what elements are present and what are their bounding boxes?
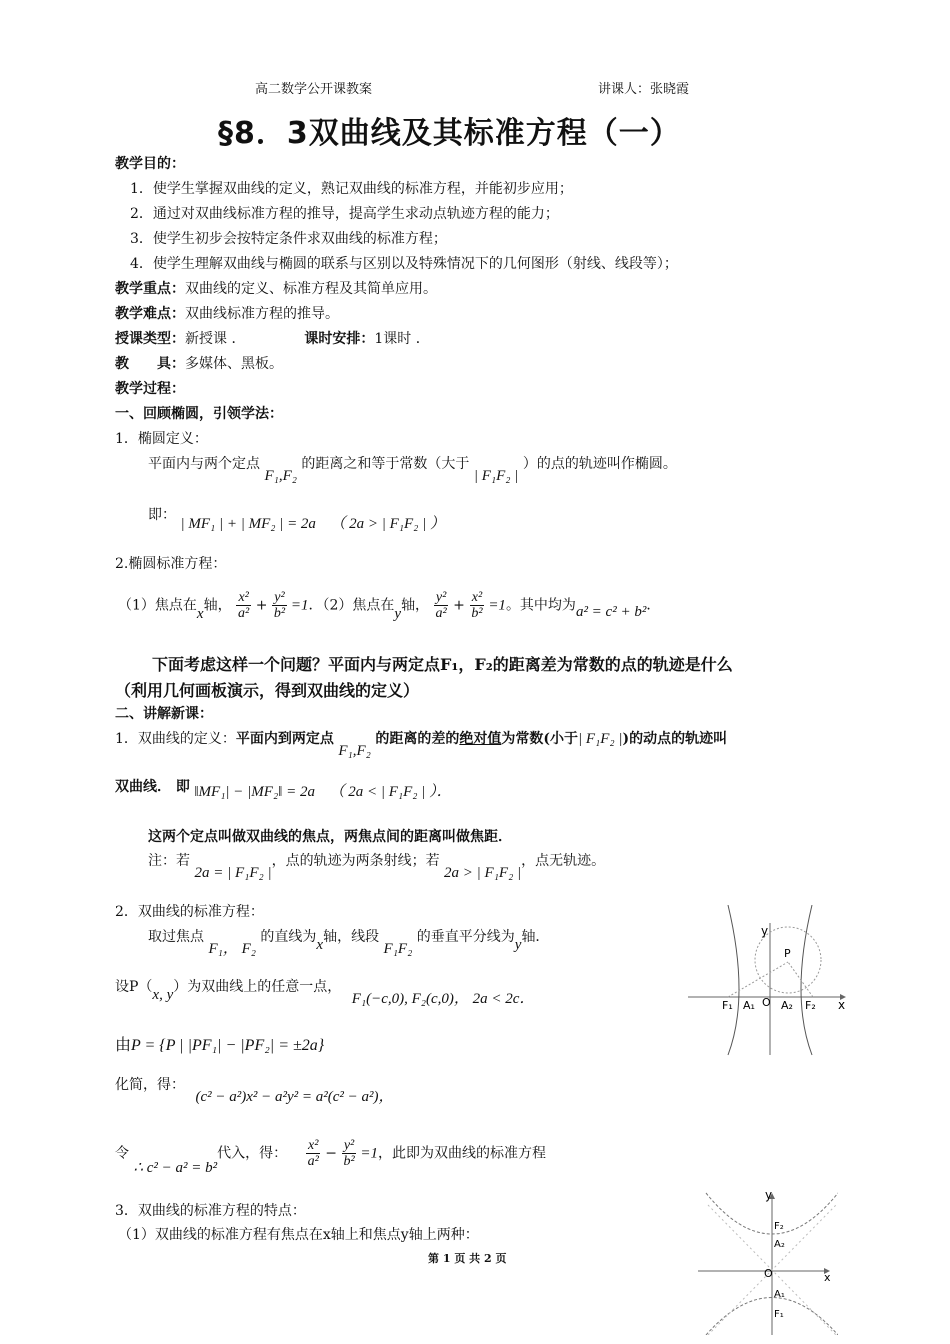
text-underlined: 绝对值 (459, 731, 502, 747)
left-branch (728, 905, 739, 1055)
section2-heading: 二、讲解新课： (115, 706, 213, 722)
text: 1．双曲线的定义： (115, 731, 236, 747)
goal-item: 3．使学生初步会按特定条件求双曲线的标准方程； (130, 231, 447, 247)
math-foci: F₁,F₂ (264, 468, 297, 484)
math-xy: x, y (152, 987, 174, 1003)
math-foci: F₁(−c,0), F₂(c,0) (351, 991, 454, 1007)
ellipse-std-label: 2.椭圆标准方程： (115, 556, 227, 572)
label-x: x (824, 1271, 831, 1284)
math-eq: | MF₁ | + | MF₂ | = 2a (180, 516, 316, 532)
math-set: P = {P | |PF₁| − |PF₂| = ±2a} (131, 1037, 325, 1054)
text: ． (646, 597, 661, 614)
difficulty (115, 305, 339, 323)
text: 代入，得： (217, 1145, 288, 1162)
set-def (115, 1036, 324, 1055)
text: 的直线为 (260, 929, 317, 945)
text: ）为双曲线上的任意一点， (173, 979, 342, 995)
math-eq: 2a > | F₁F₂ | (444, 865, 522, 881)
ellipse-def (148, 455, 677, 484)
foci-note: 这两个定点叫做双曲线的焦点，两焦点间的距离叫做焦距． (148, 829, 512, 845)
hyperbola-x-figure (688, 905, 850, 1060)
math-cond: ， 2a < 2c． (453, 991, 535, 1007)
frac: $\frac{\text{x²}}{\text{a²}}$ (307, 1138, 319, 1169)
label-y: y (761, 924, 769, 938)
label-x: x (838, 998, 846, 1012)
pf2-line (788, 962, 813, 997)
math-abs: | F₁F₂ | (577, 731, 623, 747)
frac: $\frac{\text{y²}}{\text{b²}}$ (273, 590, 286, 621)
point-setup (115, 978, 535, 1007)
label-f1: F₁ (722, 999, 733, 1012)
math-eq: (c² − a²)x² − a²y² = a²(c² − a²)， (195, 1089, 394, 1105)
text: 令 (115, 1145, 129, 1162)
math-rel: a² = c² + b² (575, 603, 647, 620)
frac: $\frac{\text{y²}}{\text{b²}}$ (343, 1138, 355, 1169)
label-a2: A₂ (774, 1239, 785, 1250)
math-cond: （ 2a > | F₁F₂ | ） (330, 516, 446, 532)
hyperbola-y-figure (698, 1185, 838, 1335)
text: 轴，线段 (323, 929, 380, 945)
label-y: y (765, 1188, 773, 1202)
hyperbola-def-eq (115, 778, 452, 800)
page-title: §8．3双曲线及其标准方程（一） (218, 116, 681, 151)
text: 的距离的差的 (375, 731, 460, 747)
goals-label: 教学目的： (115, 156, 185, 172)
label-o: O (764, 1267, 773, 1280)
text: ，点的轨迹为两条射线；若 (271, 853, 440, 869)
text: ，此即为双曲线的标准方程 (378, 1145, 547, 1162)
difficulty-label: 教学难点： (115, 306, 185, 322)
text: 的距离之和等于常数（大于 (301, 456, 470, 472)
frac: $\frac{\text{x²}}{\text{b²}}$ (471, 590, 483, 621)
label-a1: A₁ (743, 999, 755, 1012)
text: 平面内到两定点 (235, 731, 334, 747)
text: 轴． (521, 929, 550, 945)
label-a1: A₁ (774, 1289, 785, 1300)
label-f2: F₂ (805, 999, 816, 1012)
text: 化简，得： (115, 1077, 185, 1093)
tools (115, 355, 283, 373)
math-y: y (394, 605, 402, 622)
math-foci: F₁， F₂ (208, 941, 256, 957)
math-x: x (316, 937, 324, 953)
axes-setup (148, 928, 550, 957)
right-branch (801, 905, 812, 1055)
goal-item: 2．通过对双曲线标准方程的推导，提高学生求动点轨迹方程的能力； (130, 206, 559, 222)
key-point-text: 双曲线的定义、标准方程及其简单应用。 (185, 281, 437, 297)
text: 。其中均为 (505, 597, 576, 614)
lesson-type (115, 330, 430, 348)
question-line1: 下面考虑这样一个问题？平面内与两定点F₁，F₂的距离差为常数的点的轨迹是什么 (152, 655, 733, 674)
math-eq: 2a = | F₁F₂ | (194, 865, 272, 881)
lesson-type-label: 授课类型： (115, 331, 185, 347)
ellipse-std-eqs: （1）焦点在x轴， $\frac{\text{x²}}{\text{a²}}$ + $\frac{\text{y²}}{\text{b²}}$ =1．（2）焦点在y轴， $\frac{\text{y²}}{\text{a²}}$ + $\frac{\text{x²}}{\text{b²}}$ =1。其中均为a² = c² + b²． (118, 590, 661, 622)
header-left: 高二数学公开课教案 (255, 82, 373, 97)
key-point (115, 280, 437, 298)
math-seg: F₁F₂ (383, 941, 413, 957)
label-p: P (784, 947, 791, 960)
label-a2: A₂ (781, 999, 793, 1012)
text: 轴， (203, 597, 232, 614)
text: 注：若 (148, 853, 190, 869)
text: 由 (115, 1035, 132, 1054)
features-item: （1）双曲线的标准方程有焦点在x轴上和焦点y轴上两种： (118, 1227, 479, 1243)
frac: $\frac{\text{y²}}{\text{a²}}$ (435, 590, 447, 621)
text: ，点无轨迹。 (521, 853, 606, 869)
difficulty-text: 双曲线标准方程的推导。 (185, 306, 339, 322)
text: 的垂直平分线为 (416, 929, 515, 945)
ellipse-ie (148, 506, 446, 532)
text: 双曲线． 即 (115, 779, 190, 795)
math-x: x (196, 605, 204, 622)
header-right: 讲课人：张晓霞 (598, 82, 690, 97)
text: ）的点的轨迹叫作椭圆。 (522, 456, 677, 472)
let-line: 令 ∴ c² − a² = b²代入，得： $\frac{\text{x²}}{\text{a²}}$ − $\frac{\text{y²}}{\text{b²}}$ =1，此即为双曲线的标准方程 (115, 1138, 547, 1176)
tools-label: 教 具： (115, 356, 185, 372)
text: 设P（ (115, 979, 153, 995)
ellipse-def-label: 1．椭圆定义： (115, 431, 208, 447)
note (148, 852, 606, 881)
lesson-type-text: 新授课 ． (185, 331, 246, 347)
text: ．（2）焦点在 (308, 597, 395, 614)
hyperbola-def (115, 730, 728, 759)
label-f2: F₂ (774, 1221, 784, 1232)
text: 为常数(小于 (501, 731, 578, 747)
frac: $\frac{\text{x²}}{\text{a²}}$ (238, 590, 250, 621)
text: 平面内与两个定点 (148, 456, 260, 472)
simplify (115, 1076, 394, 1105)
text: )的动点的轨迹叫 (622, 731, 728, 747)
label-f1: F₁ (774, 1309, 784, 1320)
math-eq: ‖MF₁| − |MF₂‖ = 2a (194, 784, 315, 800)
text: 即： (148, 507, 176, 523)
lesson-time-label: 课时安排： (304, 331, 375, 347)
goal-item: 4．使学生理解双曲线与椭圆的联系与区别以及特殊情况下的几何图形（射线、线段等）； (130, 256, 678, 272)
text: （1）焦点在 (118, 597, 197, 614)
math-y: y (514, 937, 522, 953)
section1-heading: 一、回顾椭圆，引领学法： (115, 406, 283, 422)
math-cond: （ 2a < | F₁F₂ | ）． (329, 784, 452, 800)
math-eq: ∴ c² − a² = b² (133, 1159, 218, 1176)
features-label: 3．双曲线的标准方程的特点： (115, 1203, 306, 1219)
math-foci: F₁,F₂ (338, 743, 371, 759)
text: 取过焦点 (148, 929, 204, 945)
text: 轴， (401, 597, 430, 614)
hyperbola-std-label: 2．双曲线的标准方程： (115, 904, 264, 920)
goal-item: 1．使学生掌握双曲线的定义，熟记双曲线的标准方程，并能初步应用； (130, 181, 573, 197)
math-abs: | F₁F₂ | (473, 468, 519, 484)
process-label: 教学过程： (115, 381, 185, 397)
lesson-time-text: 1课时 ． (374, 331, 430, 347)
key-point-label: 教学重点： (115, 281, 185, 297)
label-o: O (762, 996, 771, 1009)
question-line2: （利用几何画板演示，得到双曲线的定义） (115, 681, 420, 700)
tools-text: 多媒体、黑板。 (185, 356, 283, 372)
page-footer: 第 1 页 共 2 页 (428, 1252, 507, 1265)
